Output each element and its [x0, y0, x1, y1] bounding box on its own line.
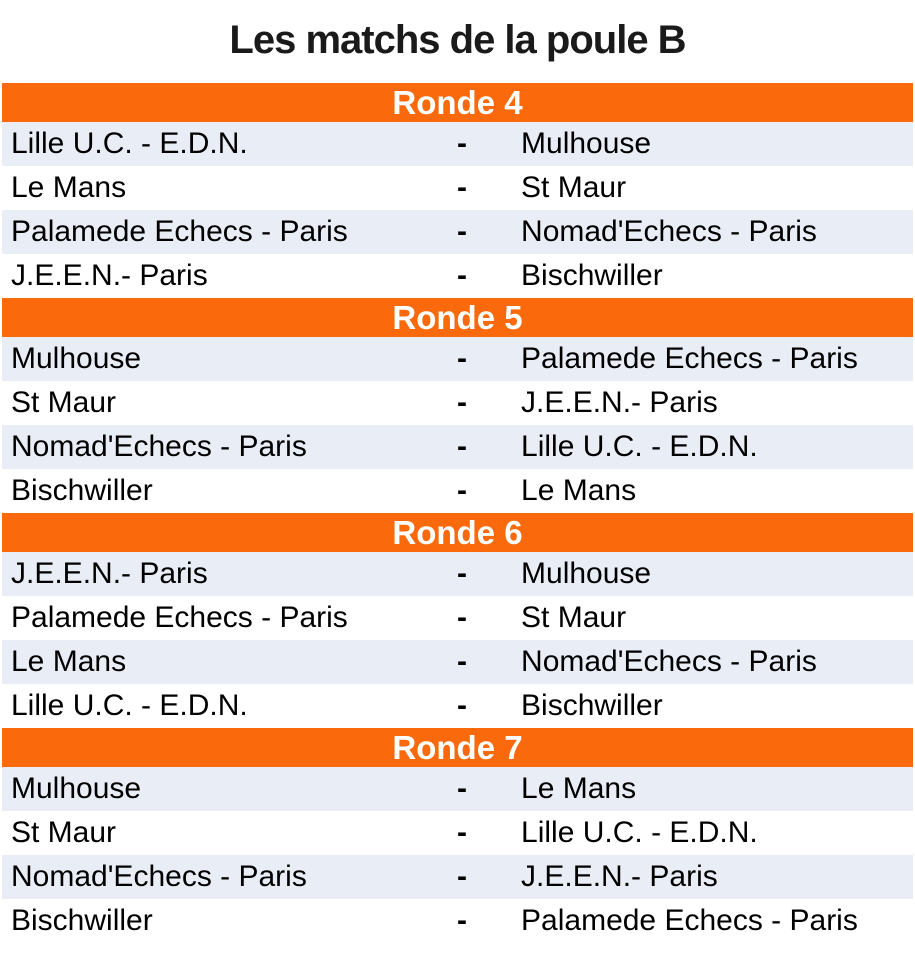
- round-header: Ronde 7: [2, 728, 913, 767]
- match-row: [2, 210, 913, 254]
- home-team: Nomad'Echecs - Paris: [11, 860, 307, 893]
- match-row: [2, 122, 913, 166]
- away-team: J.E.E.N.- Paris: [521, 386, 718, 419]
- match-row: [2, 684, 913, 728]
- match-separator: -: [457, 816, 468, 849]
- home-team: Nomad'Echecs - Paris: [11, 430, 307, 463]
- match-row: [2, 469, 913, 513]
- home-team: St Maur: [11, 386, 117, 419]
- home-team: Lille U.C. - E.D.N.: [11, 127, 248, 160]
- match-separator: -: [457, 127, 468, 160]
- match-separator: -: [457, 259, 468, 292]
- home-team: Mulhouse: [11, 772, 142, 805]
- away-team: Palamede Echecs - Paris: [521, 904, 858, 937]
- match-separator: -: [457, 386, 468, 419]
- match-row: [2, 640, 913, 684]
- away-team: Le Mans: [521, 772, 637, 805]
- away-team: Nomad'Echecs - Paris: [521, 215, 817, 248]
- match-separator: -: [457, 342, 468, 375]
- home-team: Le Mans: [11, 645, 127, 678]
- match-separator: -: [457, 860, 468, 893]
- match-row: [2, 767, 913, 811]
- home-team: Bischwiller: [11, 904, 153, 937]
- match-separator: -: [457, 474, 468, 507]
- home-team: Palamede Echecs - Paris: [11, 601, 348, 634]
- matches-table: [2, 83, 913, 943]
- match-row: [2, 552, 913, 596]
- away-team: Bischwiller: [521, 689, 663, 722]
- away-team: Palamede Echecs - Paris: [521, 342, 858, 375]
- match-separator: -: [457, 904, 468, 937]
- away-team: St Maur: [521, 601, 627, 634]
- home-team: Bischwiller: [11, 474, 153, 507]
- match-separator: -: [457, 557, 468, 590]
- match-separator: -: [457, 171, 468, 204]
- away-team: Mulhouse: [521, 127, 652, 160]
- match-row: [2, 425, 913, 469]
- away-team: Mulhouse: [521, 557, 652, 590]
- home-team: Lille U.C. - E.D.N.: [11, 689, 248, 722]
- home-team: J.E.E.N.- Paris: [11, 259, 208, 292]
- match-separator: -: [457, 601, 468, 634]
- away-team: Le Mans: [521, 474, 637, 507]
- match-separator: -: [457, 645, 468, 678]
- match-row: [2, 254, 913, 298]
- away-team: J.E.E.N.- Paris: [521, 860, 718, 893]
- match-row: [2, 337, 913, 381]
- home-team: St Maur: [11, 816, 117, 849]
- match-row: [2, 166, 913, 210]
- match-row: [2, 811, 913, 855]
- match-separator: -: [457, 689, 468, 722]
- away-team: Nomad'Echecs - Paris: [521, 645, 817, 678]
- round-header: Ronde 4: [2, 83, 913, 122]
- round-header: Ronde 6: [2, 513, 913, 552]
- match-row: [2, 381, 913, 425]
- away-team: Lille U.C. - E.D.N.: [521, 430, 758, 463]
- home-team: Palamede Echecs - Paris: [11, 215, 348, 248]
- round-header: Ronde 5: [2, 298, 913, 337]
- home-team: Le Mans: [11, 171, 127, 204]
- home-team: Mulhouse: [11, 342, 142, 375]
- match-row: [2, 596, 913, 640]
- home-team: J.E.E.N.- Paris: [11, 557, 208, 590]
- match-separator: -: [457, 215, 468, 248]
- match-separator: -: [457, 772, 468, 805]
- away-team: Lille U.C. - E.D.N.: [521, 816, 758, 849]
- match-row: [2, 899, 913, 943]
- match-separator: -: [457, 430, 468, 463]
- page-title: Les matchs de la poule B: [229, 18, 686, 62]
- away-team: St Maur: [521, 171, 627, 204]
- away-team: Bischwiller: [521, 259, 663, 292]
- match-row: [2, 855, 913, 899]
